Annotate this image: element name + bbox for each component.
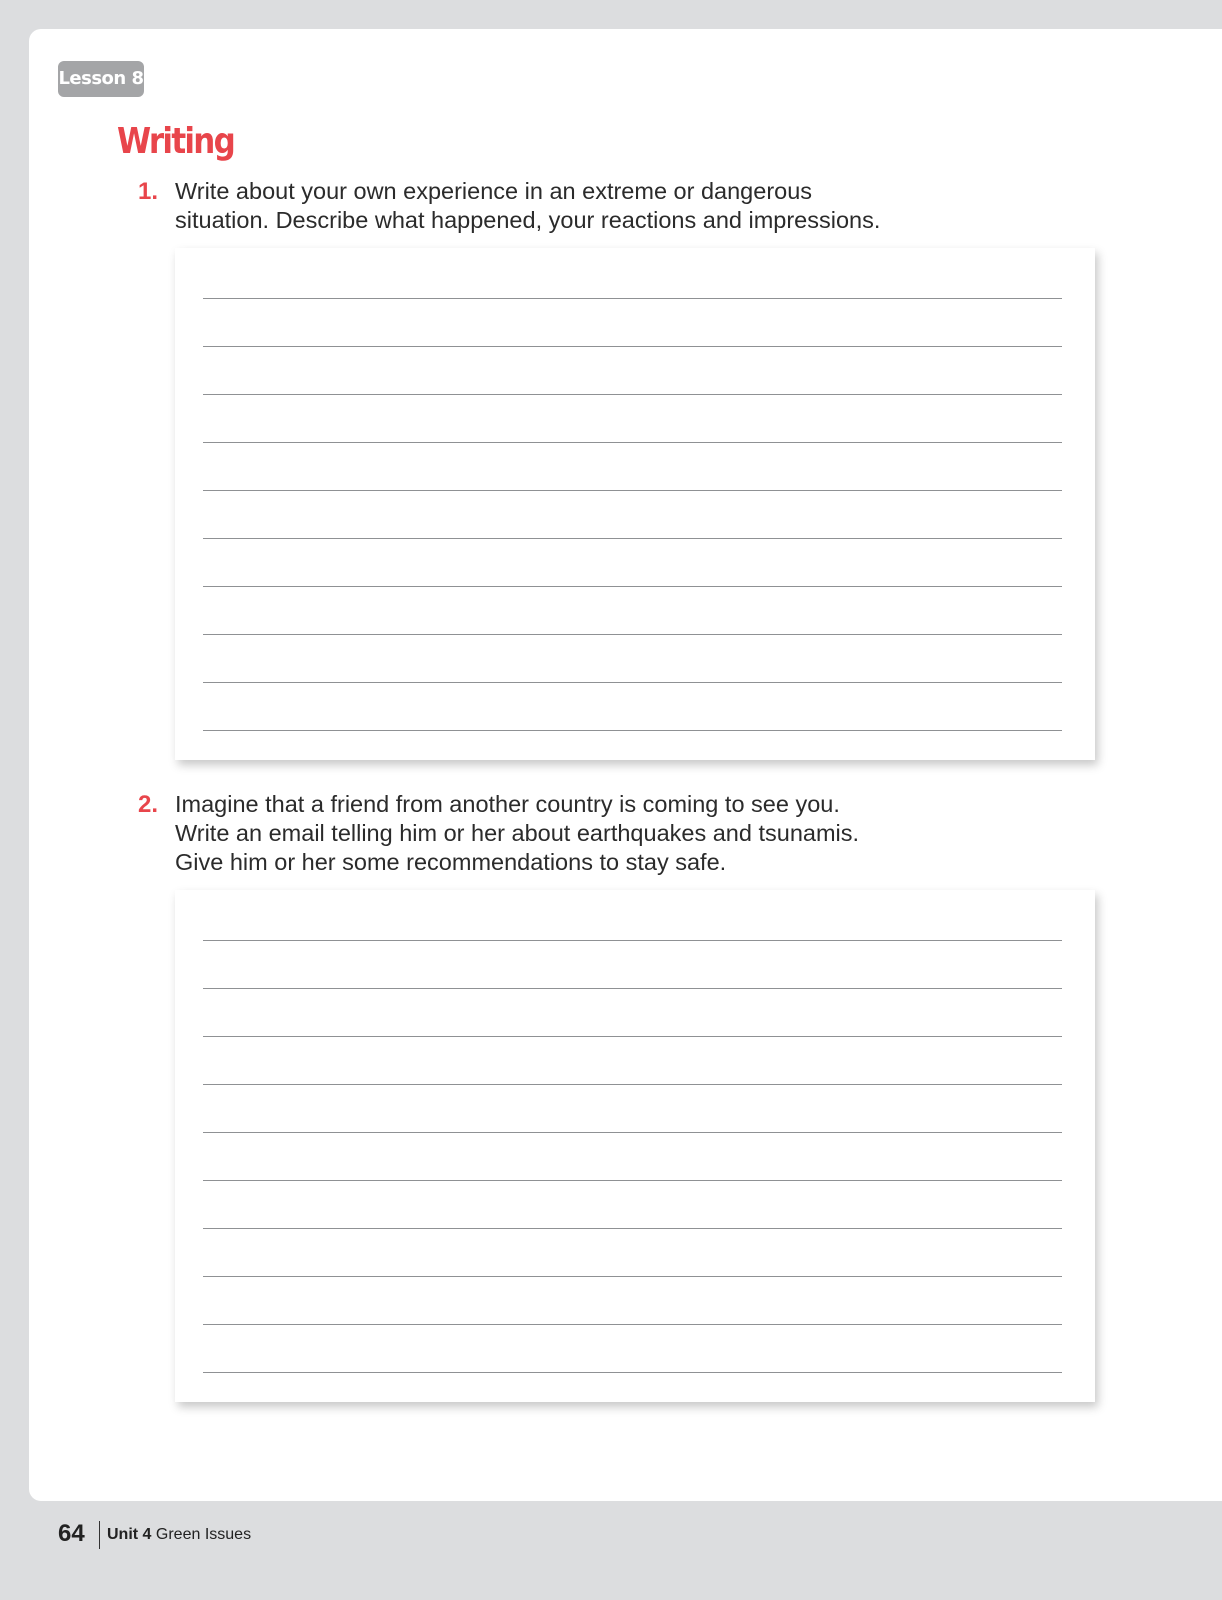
task-number: 1. <box>138 178 159 205</box>
answer-line[interactable] <box>203 1132 1062 1133</box>
unit-label <box>107 1526 251 1544</box>
task-number: 2. <box>138 791 159 818</box>
section-title: Writing <box>117 121 235 162</box>
answer-line[interactable] <box>203 394 1062 395</box>
answer-box-1[interactable] <box>175 248 1095 760</box>
answer-box-2[interactable] <box>175 890 1095 1402</box>
answer-line[interactable] <box>203 730 1062 731</box>
instruction-line: Give him or her some recommendations to stay safe. <box>175 849 727 875</box>
instruction-line: Write an email telling him or her about earthquakes and tsunamis. <box>175 820 860 846</box>
answer-line[interactable] <box>203 1036 1062 1037</box>
answer-line[interactable] <box>203 298 1062 299</box>
answer-line[interactable] <box>203 538 1062 539</box>
task-instructions <box>175 177 1075 235</box>
answer-line[interactable] <box>203 682 1062 683</box>
answer-line[interactable] <box>203 586 1062 587</box>
answer-line[interactable] <box>203 1324 1062 1325</box>
task-instructions <box>175 790 1075 877</box>
instruction-line: Write about your own experience in an extreme or dangerous <box>175 178 813 204</box>
unit-number: Unit 4 <box>107 1526 152 1543</box>
answer-line[interactable] <box>203 634 1062 635</box>
page-number: 64 <box>58 1520 85 1547</box>
answer-line[interactable] <box>203 940 1062 941</box>
unit-title: Green Issues <box>155 1526 252 1543</box>
answer-line[interactable] <box>203 490 1062 491</box>
footer-divider <box>99 1521 100 1549</box>
answer-line[interactable] <box>203 1228 1062 1229</box>
answer-line[interactable] <box>203 1084 1062 1085</box>
answer-line[interactable] <box>203 1276 1062 1277</box>
answer-line[interactable] <box>203 442 1062 443</box>
answer-line[interactable] <box>203 1372 1062 1373</box>
instruction-line: situation. Describe what happened, your reactions and impressions. <box>175 207 881 233</box>
answer-line[interactable] <box>203 346 1062 347</box>
answer-line[interactable] <box>203 988 1062 989</box>
answer-line[interactable] <box>203 1180 1062 1181</box>
instruction-line: Imagine that a friend from another country is coming to see you. <box>175 791 840 817</box>
lesson-badge: Lesson 8 <box>58 61 144 97</box>
